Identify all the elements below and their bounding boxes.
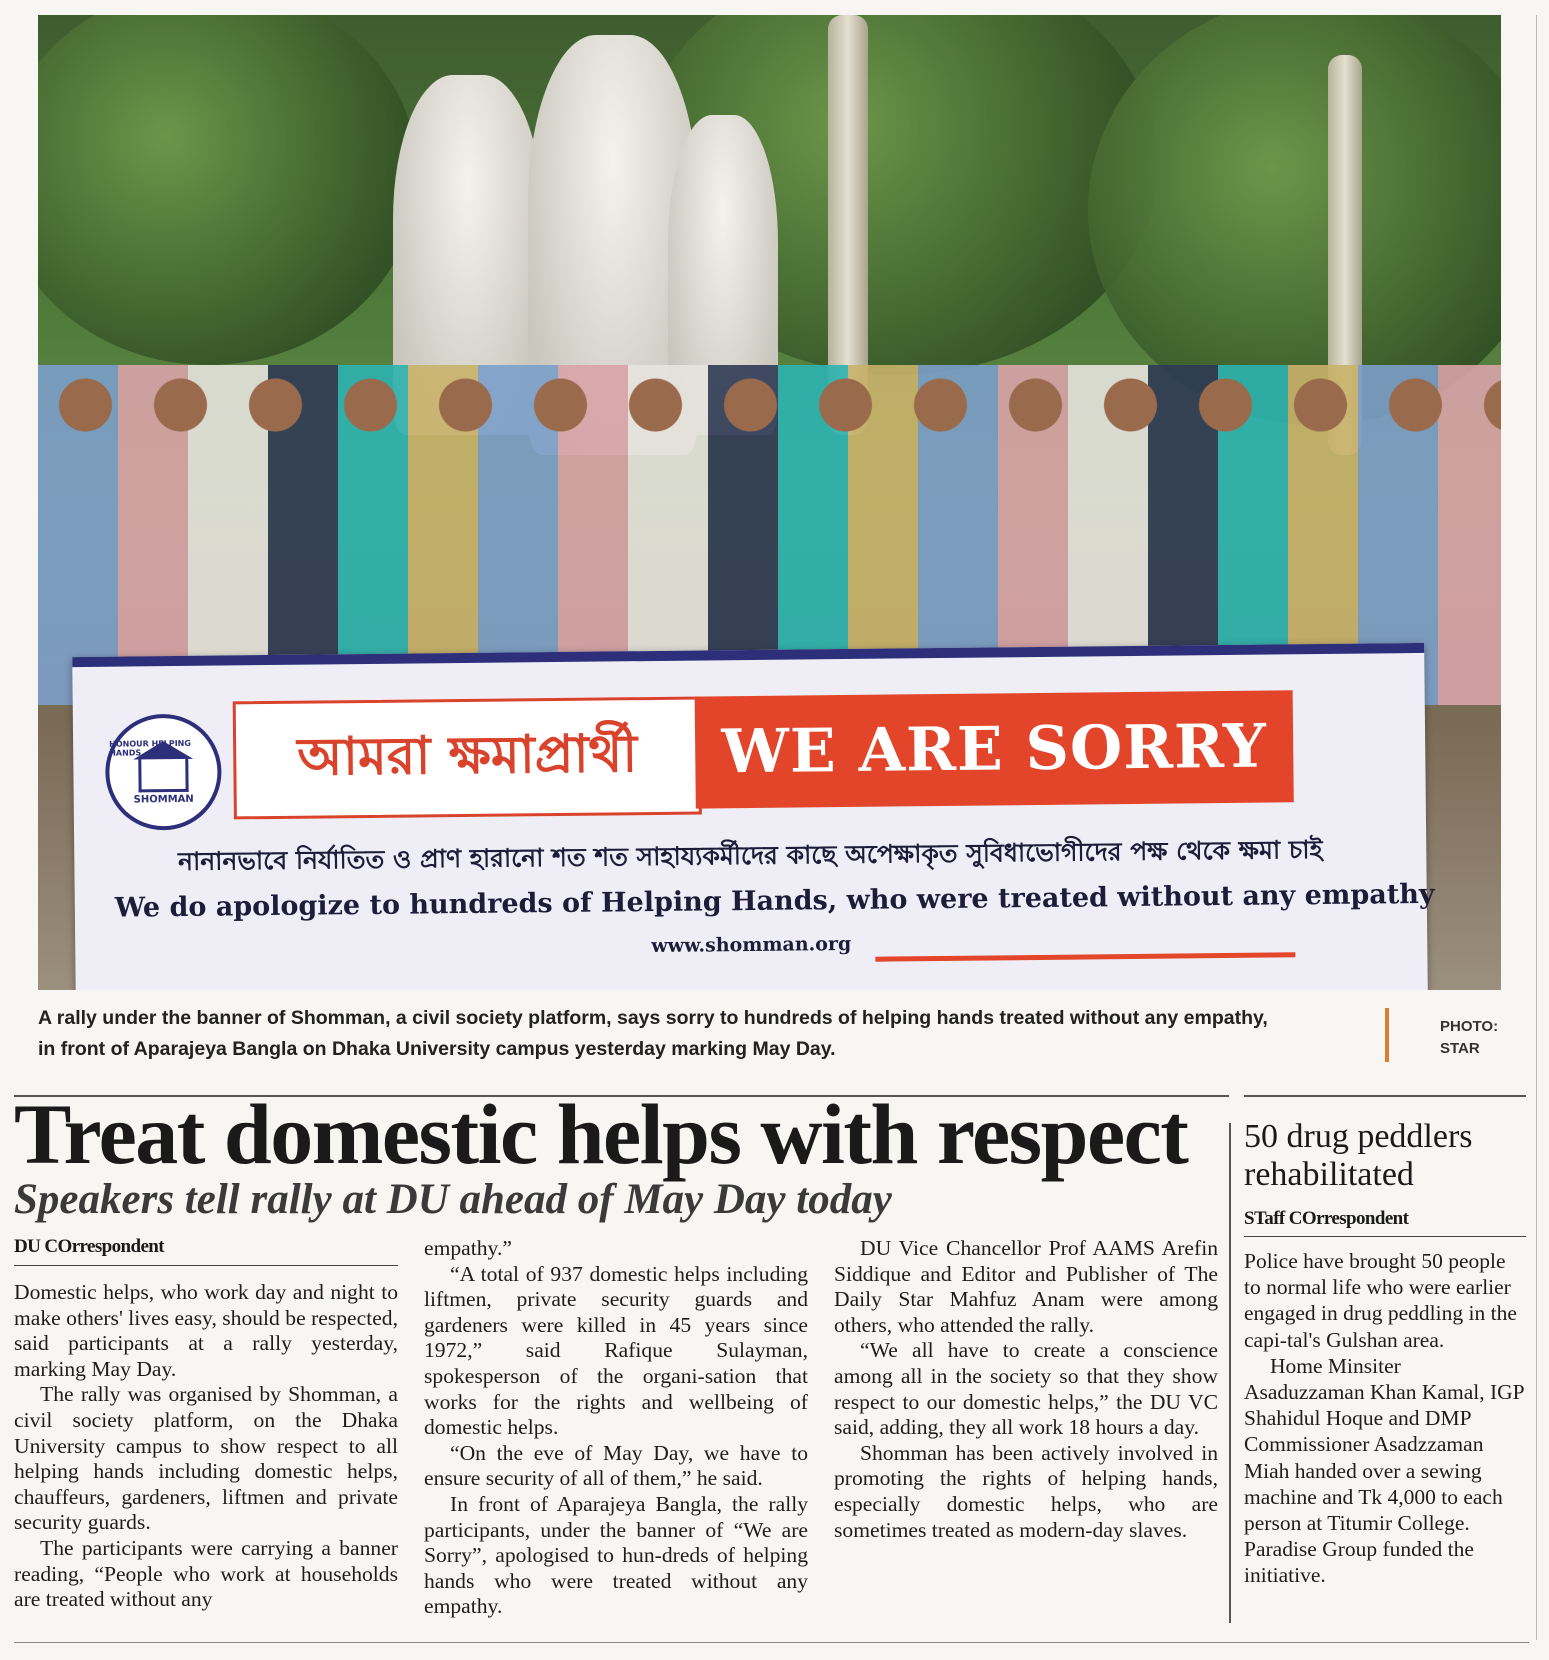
column-divider [1229, 1123, 1231, 1623]
paragraph: “On the eve of May Day, we have to ensure security of all of them,” he said. [424, 1440, 808, 1491]
page-bottom-rule [14, 1642, 1529, 1643]
news-photo [38, 15, 1501, 990]
byline-rule [14, 1265, 398, 1266]
article-column-2 [424, 1236, 808, 1620]
banner-english-line: We do apologize to hundreds of Helping Hands, who were treated without any empathy [114, 878, 1435, 924]
paragraph: “A total of 937 domestic helps including liftmen, private security guards and gardeners were killed in 45 years since 1972,” said Rafique Sulayman, spokesperson of the organi-sation that works for the rights and wellbeing of domestic helps. [424, 1261, 808, 1440]
byline-rule [1244, 1236, 1526, 1237]
logo-top-text: HONOUR HELPING HANDS [109, 738, 191, 758]
paragraph: Home Minsiter Asaduzzaman Khan Kamal, IGP Shahidul Hoque and DMP Commissioner Asadzzaman Miah handed over a sewing machine and Tk 4,000 to each person at Titumir College. Paradise Group funded the initiative. [1244, 1353, 1524, 1588]
paragraph: Police have brought 50 people to normal life who were earlier engaged in drug peddling in the capi-tal's Gulshan area. [1244, 1249, 1517, 1352]
article-column-3 [834, 1236, 1218, 1543]
shomman-logo [105, 714, 222, 831]
paragraph: The rally was organised by Shomman, a civil society platform, on the Dhaka University campus to show respect to all helping hands including domestic helps, chauffeurs, gardeners, liftmen and private security guards. [14, 1382, 398, 1535]
credit-label: PHOTO: [1440, 1018, 1499, 1035]
photo-credit [1440, 1016, 1498, 1060]
rally-banner [72, 643, 1435, 990]
logo-bottom-text: SHOMMAN [133, 793, 194, 806]
paragraph: empathy.” [424, 1236, 512, 1260]
paragraph: In front of Aparajeya Bangla, the rally participants, under the banner of “We are Sorry”, apologised to hun-dreds of helping hands who were treated without any empathy. [424, 1491, 808, 1619]
paragraph: Shomman has been actively involved in promoting the rights of helping hands, especially domestic helps, who are sometimes treated as modern-day slaves. [834, 1440, 1218, 1542]
banner-bengali-title: আমরা ক্ষমাপ্রার্থী [233, 697, 702, 820]
tree-foliage [38, 15, 418, 365]
brief-headline: 50 drug peddlers rehabilitated [1244, 1118, 1473, 1193]
page-right-rule [1536, 15, 1537, 1640]
house-icon [138, 759, 188, 793]
banner-english-title: WE ARE SORRY [695, 690, 1294, 808]
sidebar-rule [1244, 1095, 1526, 1097]
photo-caption: A rally under the banner of Shomman, a civil society platform, says sorry to hundreds of helping hands treated without any empathy, in front of Aparajeya Bangla on Dhaka University campus yesterday marking May Day. [38, 1007, 1268, 1060]
article-subhead: Speakers tell rally at DU ahead of May Day today [14, 1176, 892, 1223]
paragraph: The participants were carrying a banner reading, “People who work at households are treated without any [14, 1535, 398, 1612]
crowd-heads [38, 360, 1501, 510]
paragraph: Domestic helps, who work day and night to make others' lives easy, should be respected, said participants at a rally yesterday, marking May Day. [14, 1280, 398, 1381]
article-column-1 [14, 1280, 398, 1613]
paragraph: DU Vice Chancellor Prof AAMS Arefin Siddique and Editor and Publisher of The Daily Star Mahfuz Anam were among others, who attended the rally. [834, 1236, 1218, 1337]
brief-body [1244, 1248, 1524, 1589]
brief-byline: STaff COrrespondent [1244, 1208, 1409, 1229]
credit-source: STAR [1440, 1040, 1480, 1057]
article-headline: Treat domestic helps with respect [14, 1086, 1188, 1182]
article-byline: DU COrrespondent [14, 1236, 164, 1257]
credit-divider [1385, 1008, 1389, 1062]
banner-url: www.shomman.org [651, 932, 852, 958]
banner-bengali-line: নানানভাবে নির্যাতিত ও প্রাণ হারানো শত শত সাহায্যকর্মীদের কাছে অপেক্ষাকৃত সুবিধাভোগীদের পক্ষ থেকে ক্ষমা চাই [177, 835, 1323, 876]
paragraph: “We all have to create a conscience among all in the society so that they show respect to our domestic helps,” the DU VC said, adding, they all work 18 hours a day. [834, 1338, 1218, 1440]
